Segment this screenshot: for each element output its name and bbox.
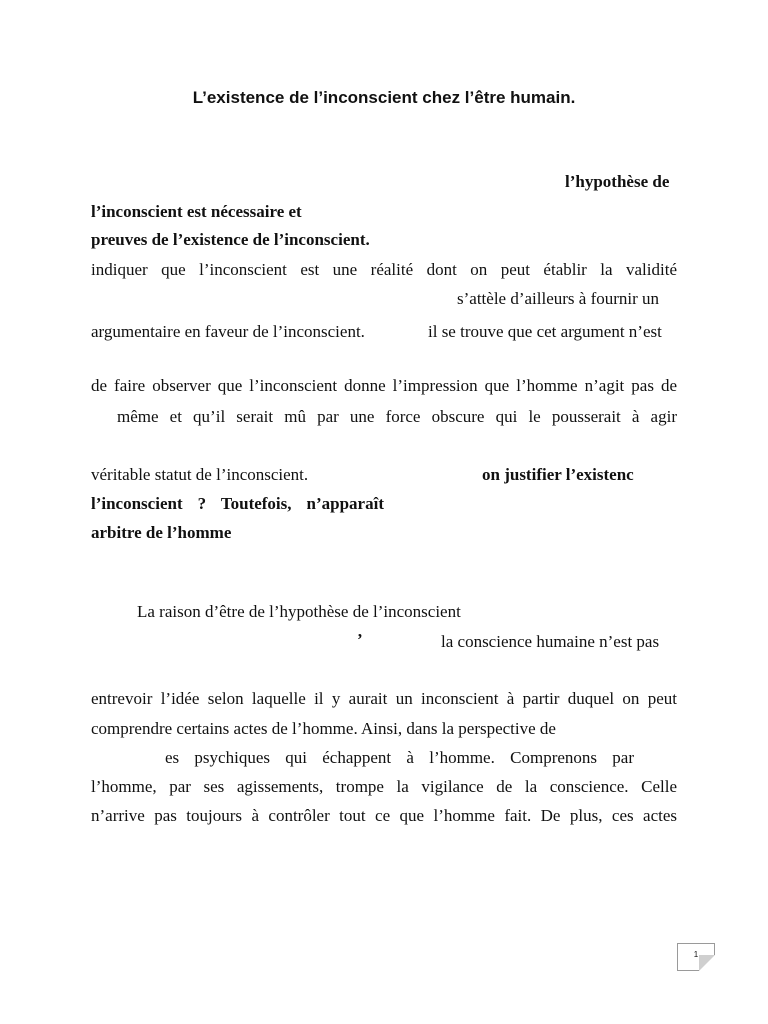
text-line: es psychiques qui échappent à l’homme. Comprenons par — [165, 748, 634, 767]
text-line: la conscience humaine n’est pas — [441, 632, 660, 651]
text-line: n’arrive pas toujours à contrôler tout ce que l’homme fait. De plus, ces actes — [91, 806, 677, 825]
text-line: même et qu’il serait mû par une force obscure qui le pousserait à agir — [117, 407, 677, 426]
page-number — [677, 943, 715, 971]
text-line: on justifier l’existenc — [482, 465, 634, 484]
text-line: l’inconscient ? Toutefois, n’apparaît — [91, 494, 384, 513]
text-line: indiquer que l’inconscient est une réalité dont on peut établir la validité — [91, 260, 677, 279]
text-line: l’hypothèse de — [565, 172, 670, 191]
text-line: ’ — [357, 630, 363, 649]
text-line: s’attèle d’ailleurs à fournir un — [457, 289, 660, 308]
text-line: l’inconscient est nécessaire et — [91, 202, 302, 221]
text-line: argumentaire en faveur de l’inconscient. — [91, 322, 365, 341]
text-line: comprendre certains actes de l’homme. Ainsi, dans la perspective de — [91, 719, 556, 738]
text-line: La raison d’être de l’hypothèse de l’inconscient — [137, 602, 461, 621]
text-line: l’homme, par ses agissements, trompe la vigilance de la conscience. Celle — [91, 777, 677, 796]
text-line: véritable statut de l’inconscient. — [91, 465, 309, 484]
text-line: de faire observer que l’inconscient donne l’impression que l’homme n’agit pas de — [91, 376, 677, 395]
document-title: L’existence de l’inconscient chez l’être humain. — [192, 88, 576, 107]
text-line: entrevoir l’idée selon laquelle il y aurait un inconscient à partir duquel on peut — [91, 689, 677, 708]
text-line: il se trouve que cet argument n’est — [428, 322, 662, 341]
text-line: preuves de l’existence de l’inconscient. — [91, 230, 370, 249]
page-fold-icon — [699, 955, 715, 971]
text-line: arbitre de l’homme — [91, 523, 232, 542]
page-number-label: 1 — [693, 950, 699, 959]
